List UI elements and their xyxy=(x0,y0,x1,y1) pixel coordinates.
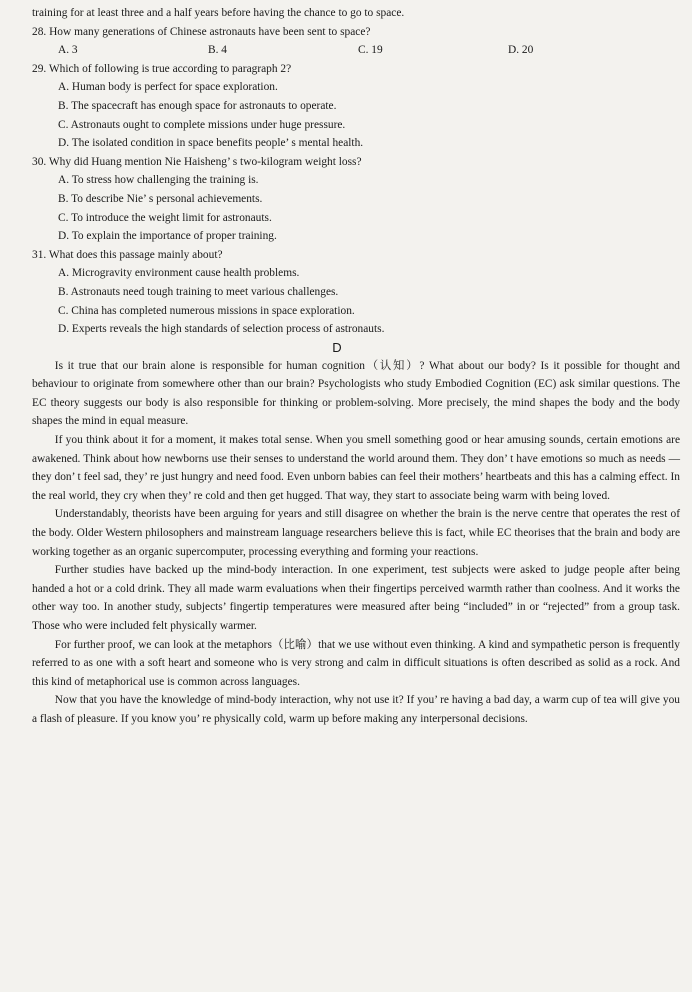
paragraph-4: Further studies have backed up the mind-body interaction. In one experiment, test subjects were asked to judge people after being handed a hot or a cold drink. They all made warm evaluations when their fingertips perceived warmth rather than coolness. And it works the other way too. In another study, subjects’ fingertip temperatures were measured after being “included” in or “rejected” from a group task. Those who were included felt physically warmer. xyxy=(32,564,680,632)
intro-line: training for at least three and a half years before having the chance to go to space. xyxy=(32,7,405,19)
paragraph-2: If you think about it for a moment, it makes total sense. When you smell something good or hear amusing sounds, certain emotions are awakened. Think about how newborns use their senses to understand the world around them. They don’ t have emotions so much as needs — they don’ t feel sad, they’ re just hungry and need food. Even unborn babies can feel their mothers’ heartbeats and this has a calming effect. In the real world, they cry when they’ re cold and then get hugged. That way, they start to associate being warm with being loved. xyxy=(32,434,680,502)
option-c: C. China has completed numerous missions in space exploration. xyxy=(58,304,355,317)
question-stem: 29. Which of following is true according to paragraph 2? xyxy=(32,62,292,75)
paragraph-1: Is it true that our brain alone is responsible for human cognition（认知）? What about our body? Is it possible for thought and behaviour to originate from somewhere other than our brain? Psychologists who study Embodied Cognition (EC) ask similar questions. The EC theory suggests our body is also responsible for thinking or problem-solving. More precisely, the mind shapes the body and the body shapes the mind in equal measure. xyxy=(32,359,680,428)
option-c: C. 19 xyxy=(358,44,383,57)
option-d: D. The isolated condition in space benefits people’ s mental health. xyxy=(58,137,364,150)
paragraph-5: For further proof, we can look at the metaphors（比喻）that we use without even thinking. A kind and sympathetic person is frequently referred to as one with a soft heart and someone who is very strong and calm in difficult situations is often described as solid as a rock. And this kind of metaphorical use is common across languages. xyxy=(32,638,680,688)
options-row xyxy=(58,41,682,60)
option-a: A. 3 xyxy=(58,44,78,57)
section-letter: D xyxy=(332,339,342,355)
passage-d xyxy=(32,357,682,729)
question-stem: 28. How many generations of Chinese astronauts have been sent to space? xyxy=(32,25,371,38)
option-a: A. To stress how challenging the training is. xyxy=(58,174,259,187)
option-b: B. Astronauts need tough training to meet various challenges. xyxy=(58,285,339,298)
question-28 xyxy=(32,23,682,60)
option-b: B. 4 xyxy=(208,44,227,57)
question-31 xyxy=(32,246,682,339)
question-stem: 31. What does this passage mainly about? xyxy=(32,248,223,261)
option-d: D. To explain the importance of proper training. xyxy=(58,230,277,243)
option-b: B. The spacecraft has enough space for astronauts to operate. xyxy=(58,99,337,112)
option-b: B. To describe Nie’ s personal achievements. xyxy=(58,192,263,205)
option-a: A. Human body is perfect for space exploration. xyxy=(58,81,278,94)
question-30 xyxy=(32,153,682,246)
question-29 xyxy=(32,60,682,153)
option-a: A. Microgravity environment cause health problems. xyxy=(58,267,300,280)
paragraph-3: Understandably, theorists have been arguing for years and still disagree on whether the brain is the nerve centre that operates the rest of the body. Older Western philosophers and mainstream language researchers believe this is fact, while EC theorises that the brain and body are working together as an organic supercomputer, processing everything and forming your reactions. xyxy=(32,508,680,558)
paragraph-6: Now that you have the knowledge of mind-body interaction, why not use it? If you’ re having a bad day, a warm cup of tea will give you a flash of pleasure. If you know you’ re physically cold, warm up before making any interpersonal decisions. xyxy=(32,694,680,725)
question-stem: 30. Why did Huang mention Nie Haisheng’ s two-kilogram weight loss? xyxy=(32,155,362,168)
option-c: C. To introduce the weight limit for astronauts. xyxy=(58,211,272,224)
option-d: D. 20 xyxy=(508,44,534,57)
option-d: D. Experts reveals the high standards of selection process of astronauts. xyxy=(58,323,385,336)
option-c: C. Astronauts ought to complete missions under huge pressure. xyxy=(58,118,346,131)
